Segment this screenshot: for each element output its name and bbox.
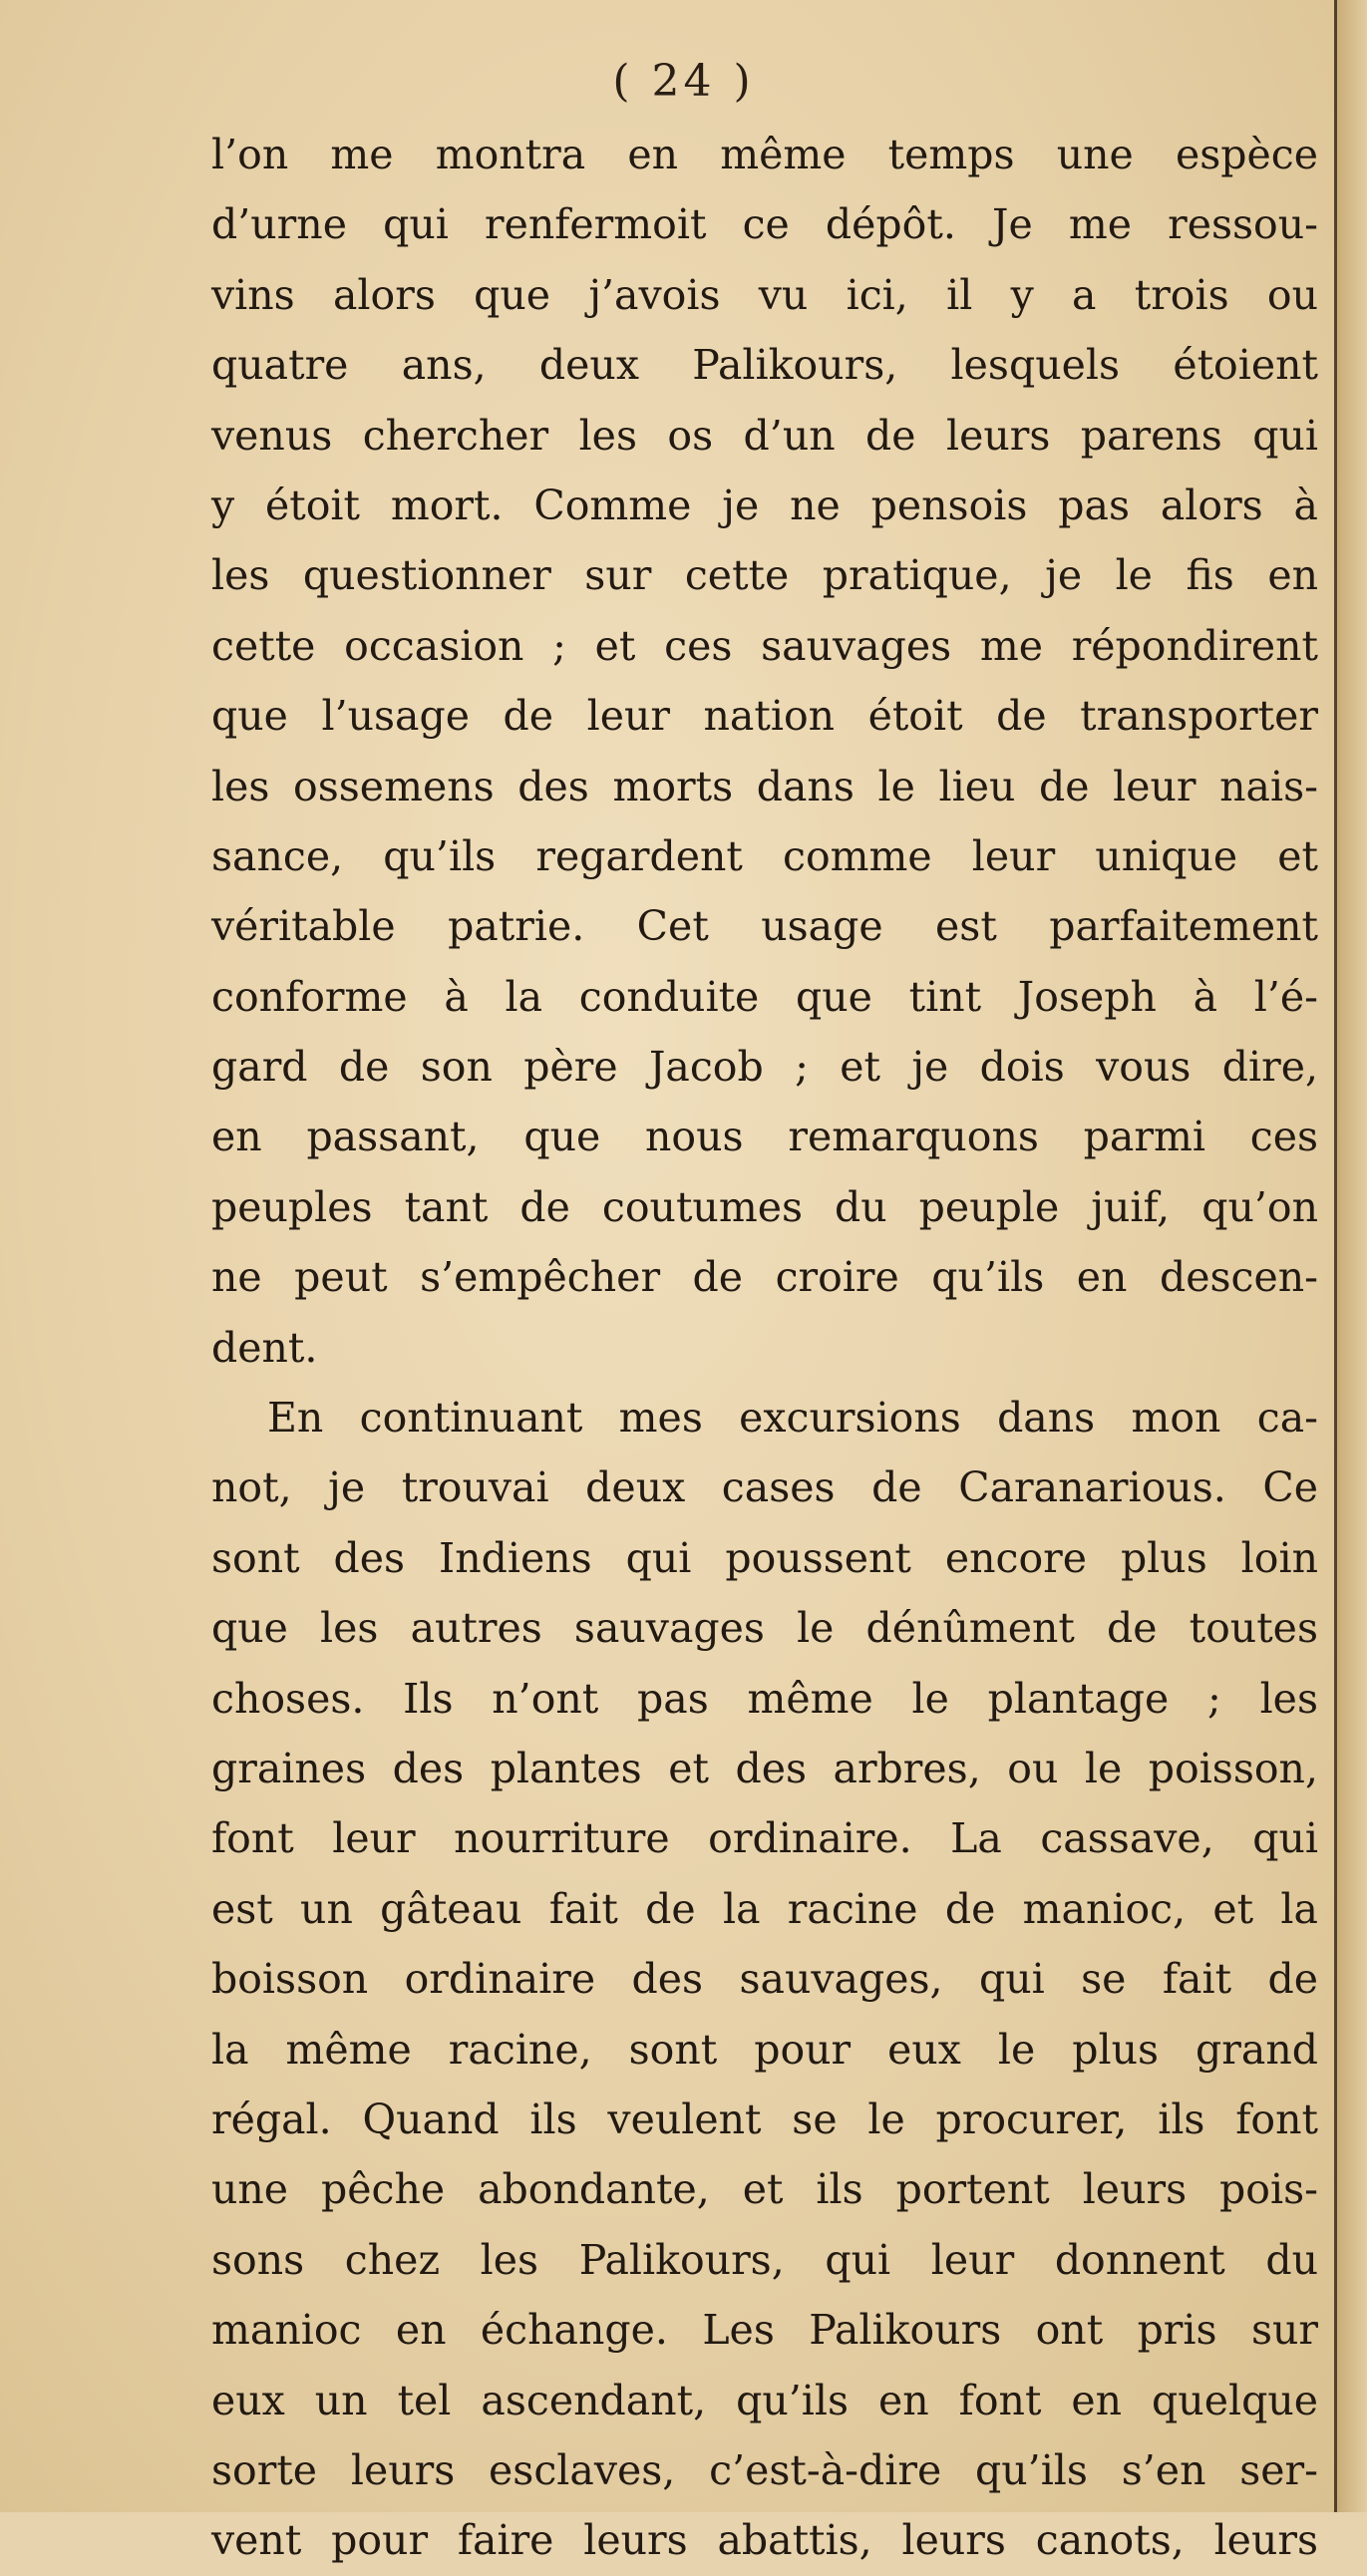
page-number: ( 24 ): [612, 56, 755, 107]
text-line: font leur nourriture ordinaire. La cassave, qui: [211, 1814, 1318, 1863]
text-line: sance, qu’ils regardent comme leur unique et: [211, 831, 1318, 880]
text-line: choses. Ils n’ont pas même le plantage ; les: [211, 1674, 1318, 1723]
text-line: les questionner sur cette pratique, je le fis en: [211, 551, 1318, 600]
text-line: ne peut s’empêcher de croire qu’ils en descen-: [211, 1253, 1318, 1302]
text-line: y étoit mort. Comme je ne pensois pas alors à: [211, 481, 1318, 529]
text-line: régal. Quand ils veulent se le procurer, ils font: [211, 2094, 1318, 2143]
text-line: conforme à la conduite que tint Joseph à l’é-: [211, 972, 1318, 1021]
page-edge-line: [1334, 0, 1337, 2512]
text-line: la même racine, sont pour eux le plus grand: [211, 2025, 1318, 2074]
text-line: manioc en échange. Les Palikours ont pris sur: [211, 2306, 1318, 2355]
text-line: not, je trouvai deux cases de Caranarious. Ce: [211, 1463, 1318, 1512]
paragraph-end-line: dent.: [211, 1323, 318, 1372]
text-line: peuples tant de coutumes du peuple juif, qu’on: [211, 1182, 1318, 1231]
text-line: sorte leurs esclaves, c’est-à-dire qu’ils s’en ser-: [211, 2445, 1318, 2494]
text-line: quatre ans, deux Palikours, lesquels étoient: [211, 341, 1318, 390]
text-line: vins alors que j’avois vu ici, il y a trois ou: [211, 270, 1318, 319]
body-text: [211, 120, 1318, 2576]
page-edge-shadow: [1337, 0, 1367, 2512]
text-line: graines des plantes et des arbres, ou le poisson,: [211, 1744, 1318, 1792]
text-line: que l’usage de leur nation étoit de transporter: [211, 692, 1318, 741]
text-line: eux un tel ascendant, qu’ils en font en quelque: [211, 2376, 1318, 2424]
paragraph-start-line: En continuant mes excursions dans mon ca-: [267, 1394, 1318, 1443]
text-line: que les autres sauvages le dénûment de toutes: [211, 1604, 1318, 1653]
text-line: les ossemens des morts dans le lieu de leur nais-: [211, 762, 1318, 810]
text-line: gard de son père Jacob ; et je dois vous dire,: [211, 1043, 1318, 1092]
text-line: une pêche abondante, et ils portent leurs pois-: [211, 2165, 1318, 2214]
text-line: d’urne qui renfermoit ce dépôt. Je me ressou-: [211, 200, 1318, 249]
text-line: boisson ordinaire des sauvages, qui se fait de: [211, 1955, 1318, 2004]
text-line: en passant, que nous remarquons parmi ces: [211, 1113, 1318, 1161]
text-line: véritable patrie. Cet usage est parfaitement: [211, 902, 1318, 951]
text-line: cette occasion ; et ces sauvages me répondirent: [211, 621, 1318, 670]
text-line: vent pour faire leurs abattis, leurs canots, leurs: [211, 2516, 1318, 2565]
text-line: sont des Indiens qui poussent encore plus loin: [211, 1533, 1318, 1582]
text-line: sons chez les Palikours, qui leur donnent du: [211, 2235, 1318, 2284]
text-line: l’on me montra en même temps une espèce: [211, 131, 1318, 178]
text-line: est un gâteau fait de la racine de manioc, et la: [211, 1884, 1318, 1933]
text-line: venus chercher les os d’un de leurs parens qui: [211, 411, 1318, 460]
